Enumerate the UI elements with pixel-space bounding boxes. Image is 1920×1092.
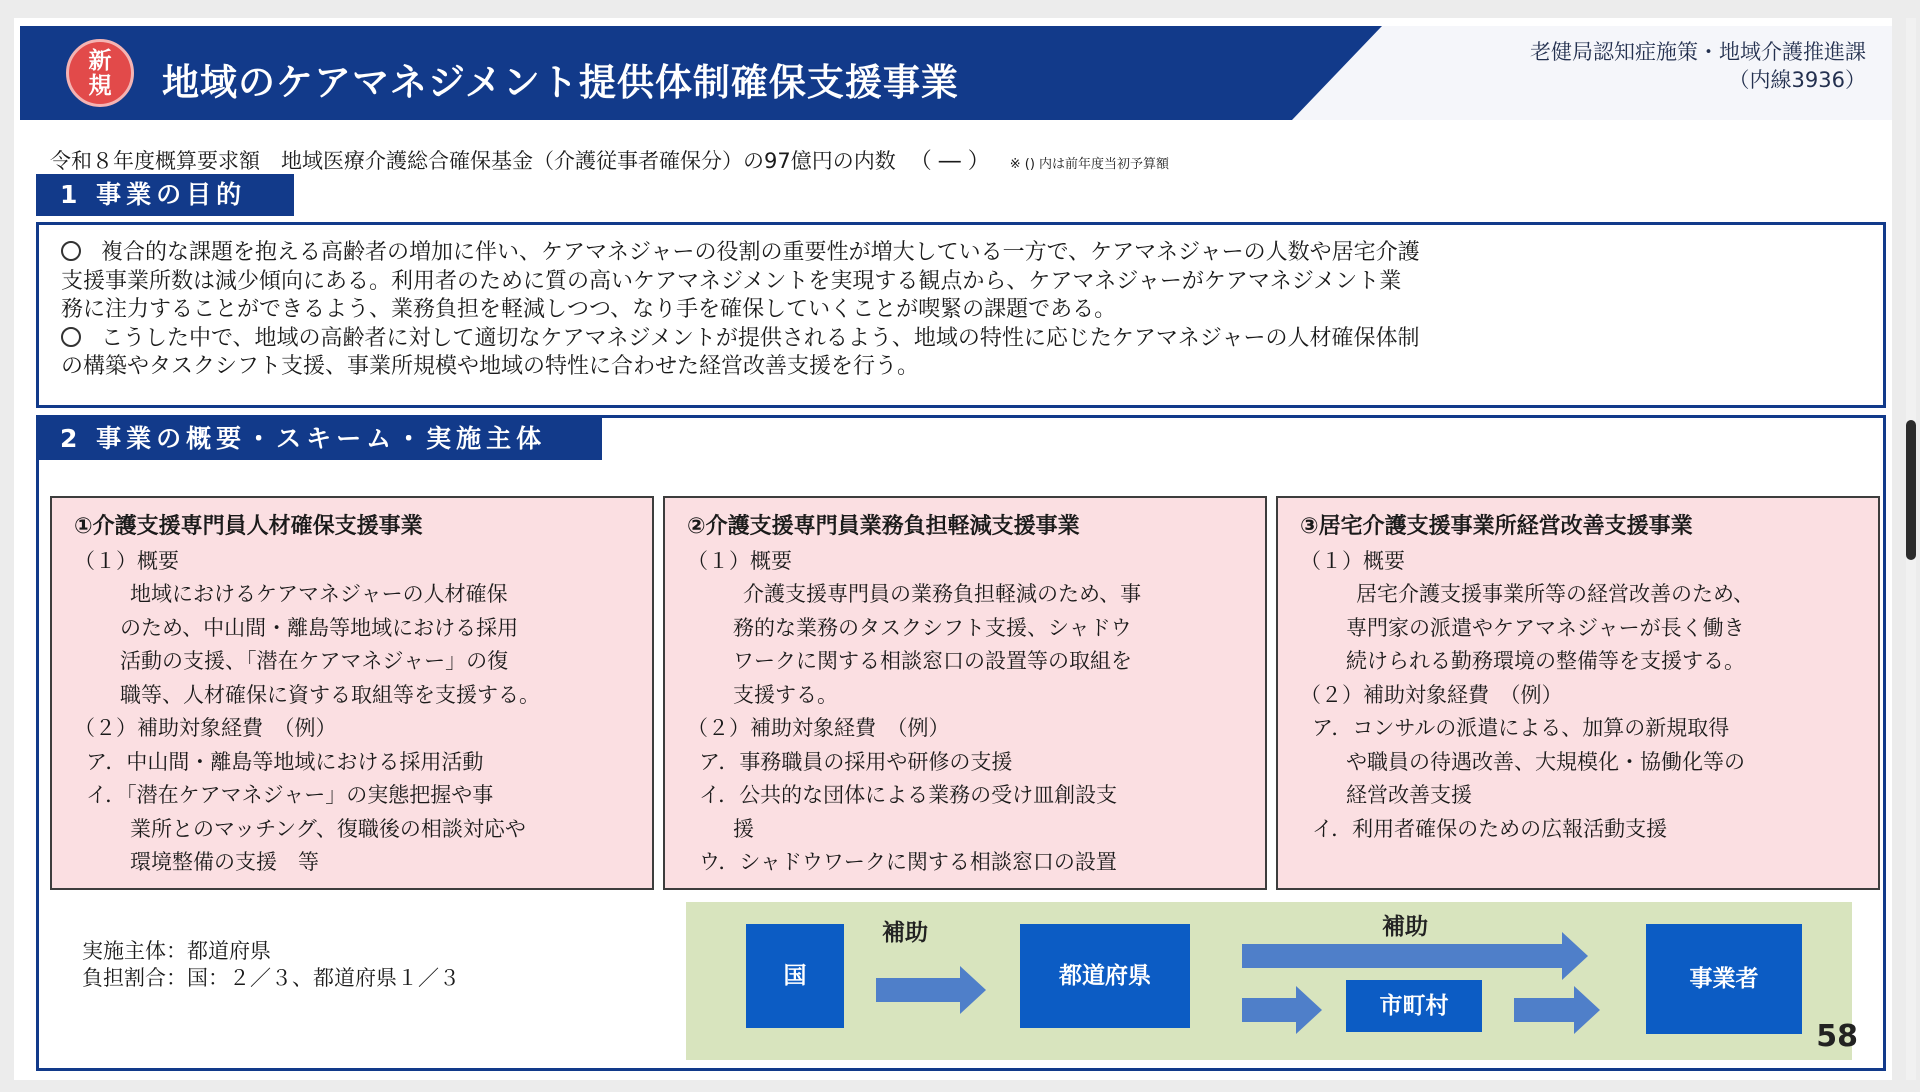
- flow-node-prefecture: 都道府県: [1020, 924, 1190, 1028]
- project-card-2: [663, 496, 1267, 890]
- purpose-line-2: 支援事業所数は減少傾向にある。利用者のために質の高いケアマネジメントを実現する観点から、ケアマネジャーがケアマネジメント業: [61, 268, 1402, 294]
- purpose-line-3: 務に注力することができるよう、業務負担を軽減しつつ、なり手を確保していくことが喫緊の課題である。: [61, 297, 1117, 322]
- overview-label: （１）概要: [1300, 548, 1405, 573]
- cost-item: ウ．シャドウワークに関する相談窓口の設置: [699, 850, 1117, 874]
- funding-flow-diagram: [686, 902, 1852, 1060]
- purpose-line-5: の構築やタスクシフト支援、事業所規模や地域の特性に合わせた経営改善支援を行う。: [61, 354, 920, 379]
- flow-arrow-right-icon: [1242, 944, 1562, 968]
- page-title: 地域のケアマネジメント提供体制確保支援事業: [162, 61, 959, 104]
- flow-node-business: 事業者: [1646, 924, 1802, 1034]
- overview-line: 支援する。: [733, 682, 838, 707]
- department-name: 老健局認知症施策・地域介護推進課: [1530, 40, 1866, 64]
- cost-item: ア．事務職員の採用や研修の支援: [699, 749, 1013, 774]
- purpose-paragraph-1: [61, 239, 1863, 268]
- section2-heading: 2 事業の概要・スキーム・実施主体: [36, 418, 602, 460]
- slide: [14, 18, 1892, 1080]
- section1-box: [36, 222, 1886, 408]
- overview-line: のため、中山間・離島等地域における採用: [120, 615, 519, 640]
- purpose-line-4: こうした中で、地域の高齢者に対して適切なケアマネジメントが提供されるよう、地域の特性に応じたケアマネジャーの人材確保体制: [101, 325, 1420, 351]
- overview-line: 活動の支援、「潜在ケアマネジャー」の復: [120, 649, 509, 673]
- section1-heading: 1 事業の目的: [36, 174, 294, 216]
- cost-item: 業所とのマッチング、復職後の相談対応や: [130, 816, 526, 841]
- cost-item: イ．公共的な団体による業務の受け皿創設支: [699, 783, 1118, 807]
- flow-arrow-right-icon: [876, 978, 960, 1002]
- card-title: ②介護支援専門員業務負担軽減支援事業: [687, 514, 1080, 539]
- card-title: ①介護支援専門員人材確保支援事業: [74, 514, 423, 539]
- badge-char-2: 規: [88, 73, 112, 99]
- project-card-3: [1276, 496, 1880, 890]
- cost-item: 経営改善支援: [1346, 783, 1472, 807]
- overview-label: （１）概要: [74, 548, 179, 573]
- card-title: ③居宅介護支援事業所経営改善支援事業: [1300, 514, 1693, 539]
- cost-item: や職員の待遇改善、大規模化・協働化等の: [1346, 749, 1745, 774]
- overview-line: 専門家の派遣やケアマネジャーが長く働き: [1346, 615, 1745, 640]
- header-bar: [20, 26, 1892, 120]
- bullet-circle-icon: [61, 241, 81, 261]
- cost-item: イ．「潜在ケアマネジャー」の実態把握や事: [86, 783, 494, 807]
- burden-ratio: 負担割合：国：２／３、都道府県１／３: [82, 966, 460, 990]
- badge-char-1: 新: [88, 48, 112, 74]
- overview-line: 居宅介護支援事業所等の経営改善のため、: [1356, 582, 1755, 606]
- page-number: 58: [1816, 1019, 1858, 1054]
- bullet-circle-icon: [61, 327, 81, 347]
- purpose-paragraph-2: [61, 325, 1863, 354]
- flow-arrow-right-icon: [1514, 998, 1574, 1022]
- overview-label: （１）概要: [687, 548, 792, 573]
- implementer: 実施主体：都道府県: [82, 939, 271, 963]
- purpose-line-1: 複合的な課題を抱える高齢者の増加に伴い、ケアマネジャーの役割の重要性が増大している一方で、ケアマネジャーの人数や居宅介護: [101, 240, 1420, 265]
- cost-item: ア．中山間・離島等地域における採用活動: [86, 749, 484, 774]
- budget-line: [50, 144, 1169, 175]
- budget-text: 令和８年度概算要求額 地域医療介護総合確保基金（介護従事者確保分）の97億円の内数: [50, 149, 896, 173]
- overview-line: 地域におけるケアマネジャーの人材確保: [130, 582, 508, 606]
- cost-label: （２）補助対象経費 （例）: [74, 716, 337, 740]
- extension-number: （内線3936）: [1728, 68, 1866, 92]
- flow-arrow-right-icon: [1242, 998, 1296, 1022]
- overview-line: 職等、人材確保に資する取組等を支援する。: [120, 682, 540, 707]
- budget-previous: （ ― ）: [909, 149, 990, 174]
- cost-item: イ．利用者確保のための広報活動支援: [1312, 816, 1668, 841]
- project-card-1: [50, 496, 654, 890]
- department-info: [1326, 38, 1866, 94]
- budget-note: ※ () 内は前年度当初予算額: [1009, 157, 1170, 172]
- flow-label-subsidy-1: 補助: [882, 920, 928, 946]
- cost-item: ア．コンサルの派遣による、加算の新規取得: [1312, 716, 1730, 740]
- scrollbar-thumb[interactable]: [1906, 420, 1916, 560]
- overview-line: 続けられる勤務環境の整備等を支援する。: [1346, 649, 1745, 673]
- implementation-info: [82, 938, 460, 992]
- flow-node-municipality: 市町村: [1346, 980, 1482, 1032]
- cost-item: 援: [733, 816, 754, 841]
- flow-label-subsidy-2: 補助: [1382, 914, 1428, 940]
- overview-line: ワークに関する相談窓口の設置等の取組を: [733, 649, 1132, 673]
- overview-line: 介護支援専門員の業務負担軽減のため、事: [743, 582, 1142, 606]
- new-badge: [66, 39, 134, 107]
- cost-label: （２）補助対象経費 （例）: [1300, 682, 1563, 707]
- cost-item: 環境整備の支援 等: [130, 850, 319, 874]
- flow-node-country: 国: [746, 924, 844, 1028]
- cost-label: （２）補助対象経費 （例）: [687, 716, 950, 740]
- overview-line: 務的な業務のタスクシフト支援、シャドウ: [733, 615, 1132, 640]
